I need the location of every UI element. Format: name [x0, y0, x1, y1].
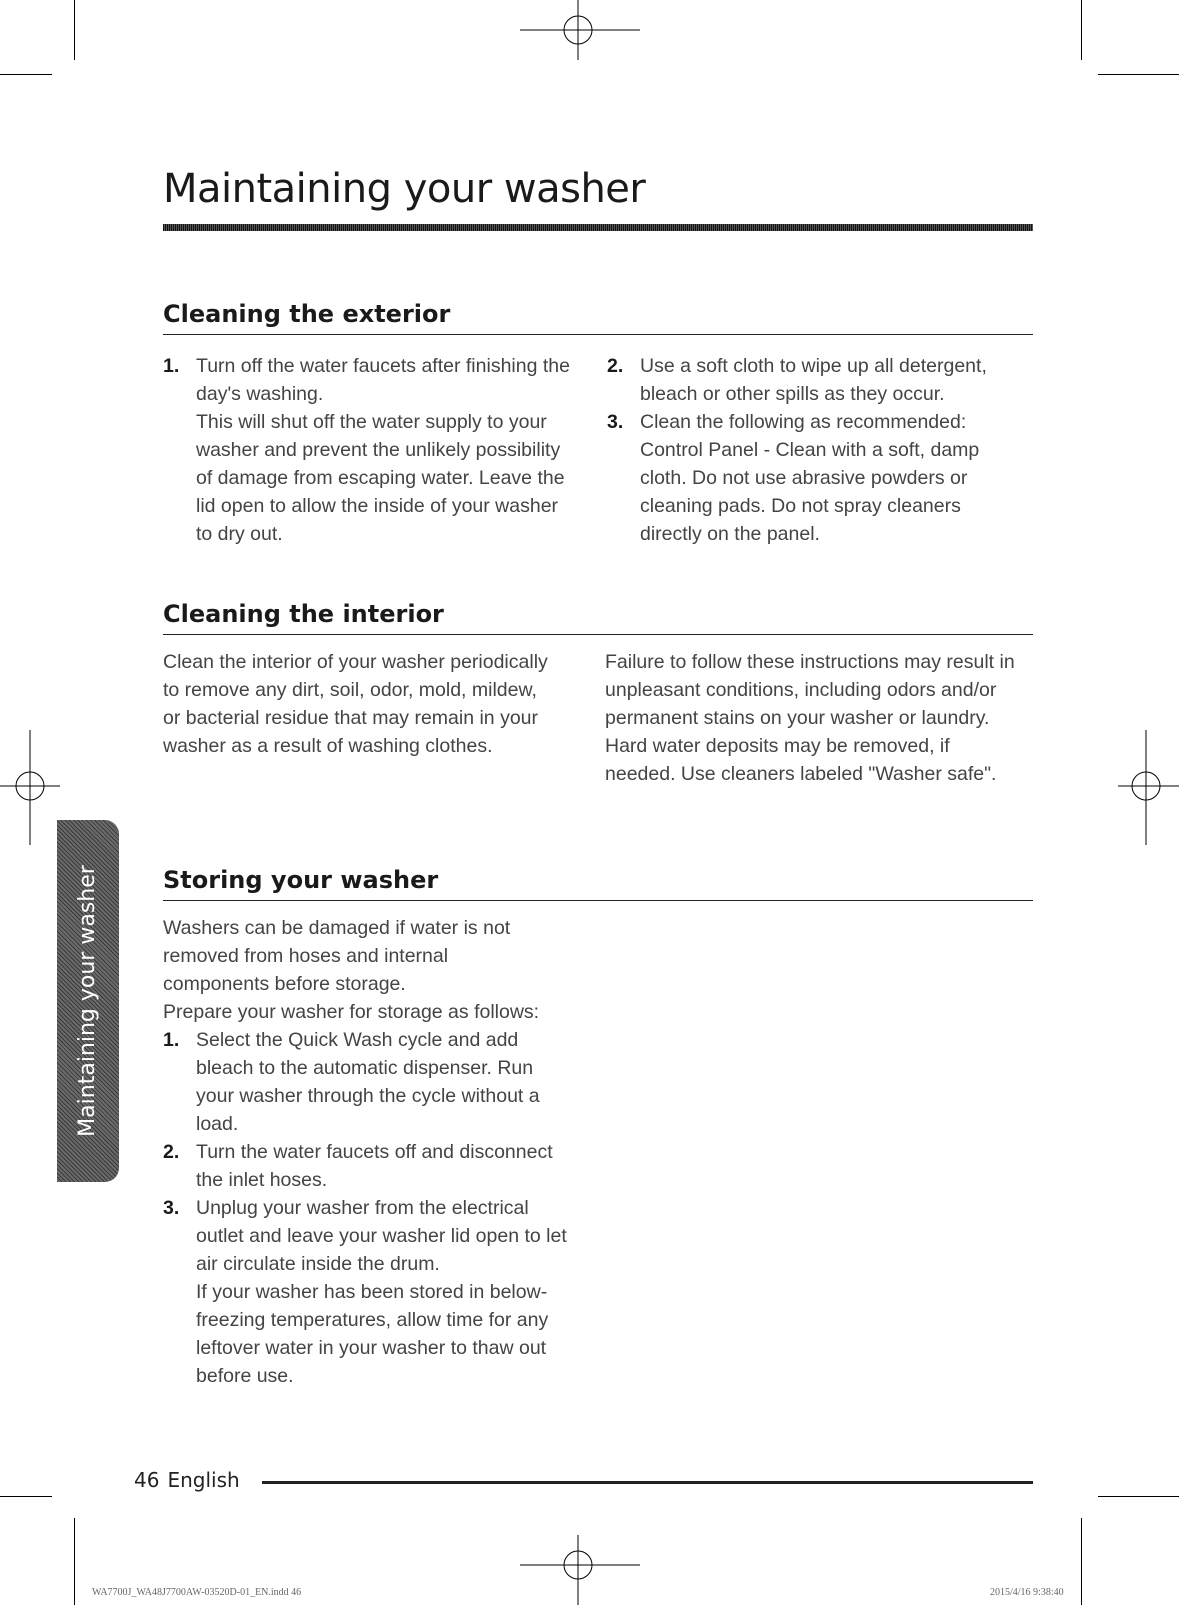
interior-paragraph: Clean the interior of your washer periodically to remove any dirt, soil, odor, mold, mildew, or bacterial residue that may remain in your washer as a result of washing clothes. — [163, 651, 548, 757]
list-item — [163, 352, 573, 548]
exterior-list-right — [607, 352, 1017, 548]
list-item — [163, 1194, 573, 1390]
list-number: 2. — [607, 355, 624, 377]
list-text: This will shut off the water supply to your washer and prevent the unlikely possibility of damage from escaping water. Leave the lid open to allow the inside of your washer to dry out. — [196, 411, 565, 545]
list-number: 3. — [607, 411, 624, 433]
side-tab-label: Maintaining your washer — [75, 865, 100, 1137]
print-slug-date: 2015/4/16 9:38:40 — [990, 1587, 1064, 1598]
page-language: English — [167, 1468, 240, 1492]
crop-mark — [1098, 1496, 1179, 1497]
list-item — [607, 352, 1017, 408]
crop-mark — [74, 0, 75, 60]
print-slug-file: WA7700J_WA48J7700AW-03520D-01_EN.indd 46 — [92, 1587, 302, 1598]
list-number: 1. — [163, 1029, 180, 1051]
footer-rule — [262, 1481, 1033, 1484]
registration-mark-right — [1118, 730, 1179, 845]
list-text: Turn the water faucets off and disconnect the inlet hoses. — [196, 1141, 553, 1191]
list-text: Unplug your washer from the electrical outlet and leave your washer lid open to let air circulate inside the drum. — [196, 1197, 567, 1275]
storing-column — [163, 914, 573, 1390]
list-item — [163, 1026, 573, 1138]
registration-mark-left — [0, 730, 60, 845]
list-text: Control Panel - Clean with a soft, damp cloth. Do not use abrasive powders or cleaning pads. Do not spray cleaners directly on the panel. — [640, 439, 980, 545]
crop-mark — [1081, 1518, 1082, 1605]
interior-paragraph: Failure to follow these instructions may result in unpleasant conditions, including odors and/or permanent stains on your washer or laundry. — [605, 651, 1015, 729]
list-item — [607, 408, 1017, 548]
storing-list — [163, 1026, 573, 1390]
interior-left-column — [163, 648, 558, 760]
crop-mark — [1081, 0, 1082, 60]
crop-mark — [1098, 74, 1179, 75]
interior-paragraph: Hard water deposits may be removed, if needed. Use cleaners labeled "Washer safe". — [605, 735, 997, 785]
page-footer — [134, 1468, 248, 1492]
storing-intro: Prepare your washer for storage as follows: — [163, 1001, 540, 1023]
list-number: 3. — [163, 1197, 180, 1219]
list-text: Clean the following as recommended: — [640, 411, 967, 433]
page-title: Maintaining your washer — [163, 166, 646, 212]
exterior-list-left — [163, 352, 573, 548]
storing-intro: Washers can be damaged if water is not removed from hoses and internal components before storage. — [163, 917, 511, 995]
crop-mark — [74, 1518, 75, 1605]
section-heading-exterior: Cleaning the exterior — [163, 300, 1033, 335]
list-text: Turn off the water faucets after finishing the day's washing. — [196, 355, 570, 405]
registration-mark-top — [520, 0, 640, 60]
list-text: If your washer has been stored in below-freezing temperatures, allow time for any leftover water in your washer to thaw out before use. — [196, 1281, 549, 1387]
list-text: Select the Quick Wash cycle and add bleach to the automatic dispenser. Run your washer through the cycle without a load. — [196, 1029, 540, 1135]
title-rule — [163, 224, 1033, 231]
list-number: 1. — [163, 355, 180, 377]
section-heading-interior: Cleaning the interior — [163, 600, 1033, 635]
list-number: 2. — [163, 1141, 180, 1163]
registration-mark-bottom — [520, 1535, 640, 1605]
interior-right-column — [605, 648, 1017, 788]
list-item — [163, 1138, 573, 1194]
crop-mark — [0, 74, 52, 75]
list-text: Use a soft cloth to wipe up all detergent, bleach or other spills as they occur. — [640, 355, 987, 405]
page-number: 46 — [134, 1468, 160, 1492]
crop-mark — [0, 1496, 52, 1497]
section-heading-storing: Storing your washer — [163, 866, 1033, 901]
